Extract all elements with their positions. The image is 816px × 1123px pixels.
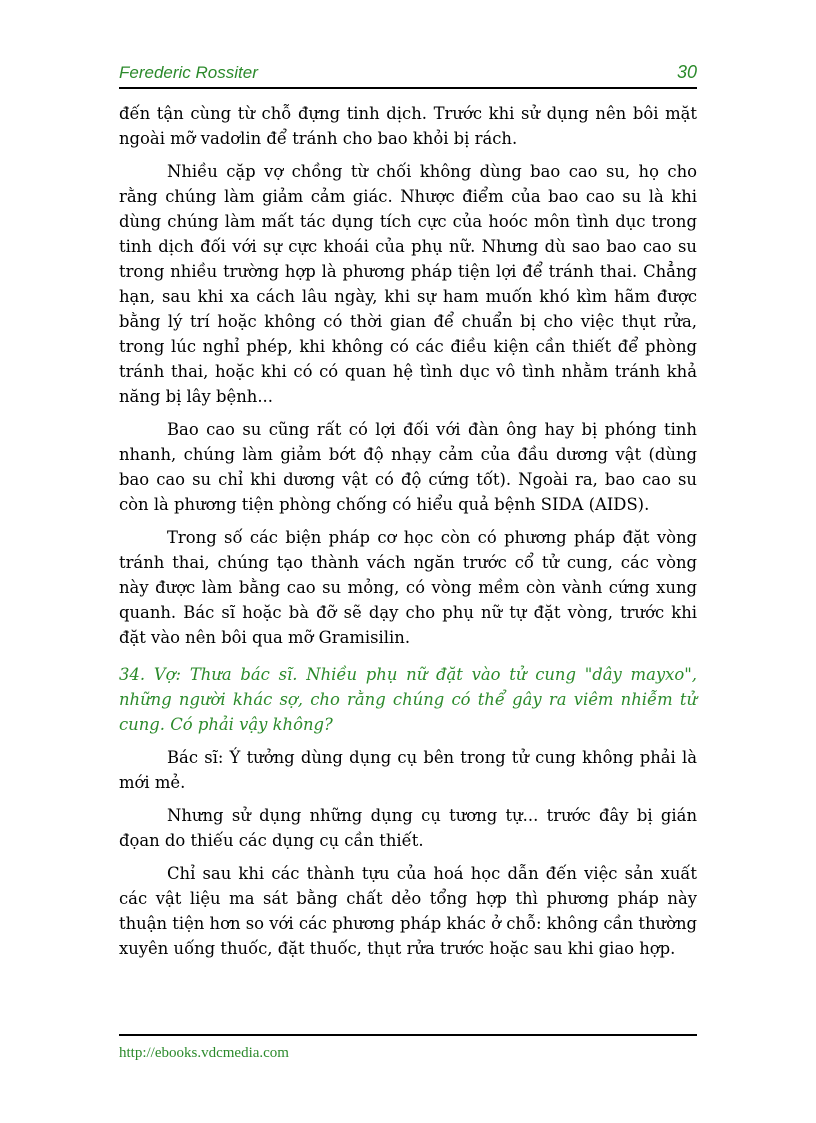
answer-paragraph: Bác sĩ: Ý tưởng dùng dụng cụ bên trong tử cung không phải là mới mẻ.: [119, 748, 697, 792]
paragraph-continued: đến tận cùng từ chỗ đựng tinh dịch. Trước khi sử dụng nên bôi mặt ngoài mỡ vadơlin để tránh cho bao khỏi bị rách.: [119, 104, 697, 148]
page-body: [119, 101, 697, 969]
header-author: Ferederic Rossiter: [119, 63, 258, 82]
page-header: [119, 63, 697, 87]
footer-link[interactable]: http://ebooks.vdcmedia.com: [119, 1045, 289, 1061]
answer-paragraph: Chỉ sau khi các thành tựu của hoá học dẫn đến việc sản xuất các vật liệu ma sát bằng chất dẻo tổng hợp thì phương pháp này thuận tiện hơn so với các phương pháp khác ở chỗ: không cần thường xuyên uống thuốc, đặt thuốc, thụt rửa trước hoặc sau khi giao hợp.: [119, 864, 697, 958]
page-number: 30: [676, 62, 697, 82]
answer-paragraph: Nhưng sử dụng những dụng cụ tương tự... trước đây bị gián đọan do thiếu các dụng cụ cần thiết.: [119, 806, 697, 850]
paragraph: Nhiều cặp vợ chồng từ chối không dùng bao cao su, họ cho rằng chúng làm giảm cảm giác. Nhược điểm của bao cao su là khi dùng chúng làm mất tác dụng tích cực của hoóc môn tình dục trong tinh dịch đối với sự cực khoái của phụ nữ. Nhưng dù sao bao cao su trong nhiều trường hợp là phương pháp tiện lợi để tránh thai. Chẳng hạn, sau khi xa cách lâu ngày, khi sự ham muốn khó kìm hãm được bằng lý trí hoặc không có thời gian để chuẩn bị cho việc thụt rửa, trong lúc nghỉ phép, khi không có các điều kiện cần thiết để phòng tránh thai, hoặc khi có có quan hệ tình dục vô tình nhằm tránh khả năng bị lây bệnh...: [119, 162, 697, 406]
question-heading: 34. Vợ: Thưa bác sĩ. Nhiều phụ nữ đặt vào tử cung "dây mayxo", những người khác sợ, cho rằng chúng có thể gây ra viêm nhiễm tử cung. Có phải vậy không?: [119, 665, 697, 734]
paragraph: Bao cao su cũng rất có lợi đối với đàn ông hay bị phóng tinh nhanh, chúng làm giảm bớt độ nhạy cảm của đầu dương vật (dùng bao cao su chỉ khi dương vật có độ cứng tốt). Ngoài ra, bao cao su còn là phương tiện phòng chống có hiểu quả bệnh SIDA (AIDS).: [119, 420, 697, 514]
paragraph: Trong số các biện pháp cơ học còn có phương pháp đặt vòng tránh thai, chúng tạo thành vách ngăn trước cổ tử cung, các vòng này được làm bằng cao su mỏng, có vòng mềm còn vành cứng xung quanh. Bác sĩ hoặc bà đỡ sẽ dạy cho phụ nữ tự đặt vòng, trước khi đặt vào nên bôi qua mỡ Gramisilin.: [119, 528, 697, 647]
footer-divider: [119, 1034, 697, 1036]
header-divider: [119, 87, 697, 89]
